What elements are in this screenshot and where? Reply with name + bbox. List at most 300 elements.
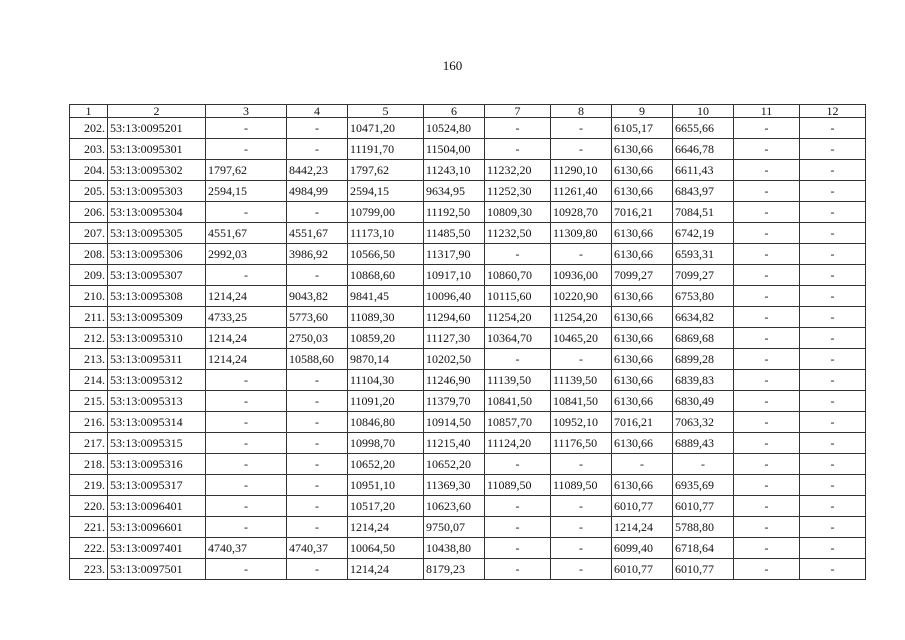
table-row bbox=[70, 181, 866, 202]
col-3-cell: - bbox=[206, 433, 287, 454]
table-row bbox=[70, 370, 866, 391]
col-4-cell: - bbox=[287, 265, 348, 286]
cadastral-number-cell: 53:13:0095317 bbox=[108, 475, 206, 496]
col-12-cell: - bbox=[800, 181, 866, 202]
col-9-cell: 6130,66 bbox=[612, 475, 673, 496]
table-row bbox=[70, 454, 866, 475]
col-7-cell: 11139,50 bbox=[485, 370, 551, 391]
col-10-cell: 6742,19 bbox=[673, 223, 734, 244]
col-3-cell: - bbox=[206, 559, 287, 580]
col-5-cell: 10471,20 bbox=[348, 118, 424, 139]
col-11-cell: - bbox=[734, 370, 800, 391]
col-12-cell: - bbox=[800, 307, 866, 328]
col-5-cell: 10846,80 bbox=[348, 412, 424, 433]
column-header: 5 bbox=[348, 105, 424, 118]
col-5-cell: 1797,62 bbox=[348, 160, 424, 181]
col-3-cell: - bbox=[206, 265, 287, 286]
col-5-cell: 10799,00 bbox=[348, 202, 424, 223]
row-number-cell: 221. bbox=[70, 517, 108, 538]
col-11-cell: - bbox=[734, 223, 800, 244]
col-12-cell: - bbox=[800, 328, 866, 349]
cadastral-number-cell: 53:13:0095306 bbox=[108, 244, 206, 265]
col-5-cell: 11173,10 bbox=[348, 223, 424, 244]
col-3-cell: 4733,25 bbox=[206, 307, 287, 328]
column-header: 7 bbox=[485, 105, 551, 118]
col-7-cell: - bbox=[485, 454, 551, 475]
col-5-cell: 10951,10 bbox=[348, 475, 424, 496]
col-6-cell: 10438,80 bbox=[424, 538, 485, 559]
col-9-cell: 6010,77 bbox=[612, 496, 673, 517]
col-5-cell: 10868,60 bbox=[348, 265, 424, 286]
row-number-cell: 210. bbox=[70, 286, 108, 307]
col-9-cell: 7099,27 bbox=[612, 265, 673, 286]
table-row bbox=[70, 496, 866, 517]
col-3-cell: - bbox=[206, 202, 287, 223]
cadastral-number-cell: 53:13:0097401 bbox=[108, 538, 206, 559]
cadastral-number-cell: 53:13:0095305 bbox=[108, 223, 206, 244]
cadastral-number-cell: 53:13:0095314 bbox=[108, 412, 206, 433]
col-8-cell: 10936,00 bbox=[551, 265, 612, 286]
col-9-cell: 6130,66 bbox=[612, 160, 673, 181]
col-8-cell: 11309,80 bbox=[551, 223, 612, 244]
col-7-cell: - bbox=[485, 139, 551, 160]
col-3-cell: - bbox=[206, 391, 287, 412]
col-4-cell: - bbox=[287, 139, 348, 160]
col-11-cell: - bbox=[734, 496, 800, 517]
col-11-cell: - bbox=[734, 118, 800, 139]
col-9-cell: 6130,66 bbox=[612, 391, 673, 412]
table-row bbox=[70, 391, 866, 412]
col-12-cell: - bbox=[800, 391, 866, 412]
col-9-cell: 6130,66 bbox=[612, 433, 673, 454]
col-7-cell: 10860,70 bbox=[485, 265, 551, 286]
row-number-cell: 208. bbox=[70, 244, 108, 265]
cadastral-number-cell: 53:13:0097501 bbox=[108, 559, 206, 580]
col-5-cell: 10566,50 bbox=[348, 244, 424, 265]
col-3-cell: 1214,24 bbox=[206, 328, 287, 349]
col-7-cell: 11089,50 bbox=[485, 475, 551, 496]
cadastral-number-cell: 53:13:0096401 bbox=[108, 496, 206, 517]
col-5-cell: 11089,30 bbox=[348, 307, 424, 328]
col-11-cell: - bbox=[734, 412, 800, 433]
col-11-cell: - bbox=[734, 160, 800, 181]
col-6-cell: 11192,50 bbox=[424, 202, 485, 223]
col-3-cell: - bbox=[206, 475, 287, 496]
col-12-cell: - bbox=[800, 433, 866, 454]
col-9-cell: 6130,66 bbox=[612, 181, 673, 202]
col-8-cell: - bbox=[551, 496, 612, 517]
col-3-cell: - bbox=[206, 370, 287, 391]
table-row bbox=[70, 307, 866, 328]
table-row bbox=[70, 517, 866, 538]
cadastral-number-cell: 53:13:0095304 bbox=[108, 202, 206, 223]
col-12-cell: - bbox=[800, 475, 866, 496]
column-header: 10 bbox=[673, 105, 734, 118]
cadastral-number-cell: 53:13:0095308 bbox=[108, 286, 206, 307]
col-10-cell: 6935,69 bbox=[673, 475, 734, 496]
col-9-cell: 6130,66 bbox=[612, 307, 673, 328]
col-3-cell: - bbox=[206, 496, 287, 517]
row-number-cell: 214. bbox=[70, 370, 108, 391]
cadastral-number-cell: 53:13:0095316 bbox=[108, 454, 206, 475]
col-8-cell: 11261,40 bbox=[551, 181, 612, 202]
col-8-cell: - bbox=[551, 118, 612, 139]
col-12-cell: - bbox=[800, 559, 866, 580]
cadastral-number-cell: 53:13:0095302 bbox=[108, 160, 206, 181]
cadastral-number-cell: 53:13:0095307 bbox=[108, 265, 206, 286]
col-10-cell: 6634,82 bbox=[673, 307, 734, 328]
col-3-cell: - bbox=[206, 517, 287, 538]
col-10-cell: 5788,80 bbox=[673, 517, 734, 538]
col-6-cell: 11246,90 bbox=[424, 370, 485, 391]
row-number-cell: 220. bbox=[70, 496, 108, 517]
table-row bbox=[70, 223, 866, 244]
col-7-cell: 10841,50 bbox=[485, 391, 551, 412]
col-5-cell: 11091,20 bbox=[348, 391, 424, 412]
table-header-row bbox=[70, 105, 866, 118]
column-header: 3 bbox=[206, 105, 287, 118]
col-10-cell: 7099,27 bbox=[673, 265, 734, 286]
col-8-cell: - bbox=[551, 454, 612, 475]
col-12-cell: - bbox=[800, 517, 866, 538]
col-3-cell: 2992,03 bbox=[206, 244, 287, 265]
col-10-cell: 6646,78 bbox=[673, 139, 734, 160]
col-8-cell: - bbox=[551, 139, 612, 160]
col-5-cell: 10517,20 bbox=[348, 496, 424, 517]
col-11-cell: - bbox=[734, 286, 800, 307]
col-7-cell: 11232,50 bbox=[485, 223, 551, 244]
col-3-cell: 2594,15 bbox=[206, 181, 287, 202]
col-12-cell: - bbox=[800, 223, 866, 244]
col-4-cell: - bbox=[287, 202, 348, 223]
col-9-cell: 6130,66 bbox=[612, 328, 673, 349]
col-9-cell: 6130,66 bbox=[612, 244, 673, 265]
col-8-cell: 10841,50 bbox=[551, 391, 612, 412]
col-12-cell: - bbox=[800, 286, 866, 307]
col-9-cell: 6010,77 bbox=[612, 559, 673, 580]
col-7-cell: 11252,30 bbox=[485, 181, 551, 202]
col-10-cell: 6010,77 bbox=[673, 496, 734, 517]
table-row bbox=[70, 160, 866, 181]
col-4-cell: - bbox=[287, 496, 348, 517]
col-12-cell: - bbox=[800, 244, 866, 265]
col-6-cell: 11294,60 bbox=[424, 307, 485, 328]
table-row bbox=[70, 412, 866, 433]
col-10-cell: 6718,64 bbox=[673, 538, 734, 559]
col-4-cell: - bbox=[287, 475, 348, 496]
col-11-cell: - bbox=[734, 328, 800, 349]
col-5-cell: 11191,70 bbox=[348, 139, 424, 160]
col-10-cell: 6611,43 bbox=[673, 160, 734, 181]
col-4-cell: - bbox=[287, 391, 348, 412]
col-8-cell: 10465,20 bbox=[551, 328, 612, 349]
col-10-cell: 6753,80 bbox=[673, 286, 734, 307]
col-4-cell: 4551,67 bbox=[287, 223, 348, 244]
col-4-cell: 8442,23 bbox=[287, 160, 348, 181]
col-7-cell: - bbox=[485, 517, 551, 538]
cadastral-number-cell: 53:13:0096601 bbox=[108, 517, 206, 538]
col-9-cell: 6130,66 bbox=[612, 139, 673, 160]
col-10-cell: - bbox=[673, 454, 734, 475]
col-5-cell: 10064,50 bbox=[348, 538, 424, 559]
col-7-cell: 11124,20 bbox=[485, 433, 551, 454]
col-9-cell: 7016,21 bbox=[612, 202, 673, 223]
col-4-cell: 5773,60 bbox=[287, 307, 348, 328]
col-5-cell: 10859,20 bbox=[348, 328, 424, 349]
col-8-cell: 10928,70 bbox=[551, 202, 612, 223]
col-5-cell: 2594,15 bbox=[348, 181, 424, 202]
row-number-cell: 213. bbox=[70, 349, 108, 370]
col-5-cell: 11104,30 bbox=[348, 370, 424, 391]
cadastral-number-cell: 53:13:0095201 bbox=[108, 118, 206, 139]
col-6-cell: 10652,20 bbox=[424, 454, 485, 475]
table-row bbox=[70, 328, 866, 349]
col-10-cell: 6843,97 bbox=[673, 181, 734, 202]
col-4-cell: - bbox=[287, 370, 348, 391]
data-table bbox=[69, 104, 866, 580]
row-number-cell: 218. bbox=[70, 454, 108, 475]
cadastral-number-cell: 53:13:0095313 bbox=[108, 391, 206, 412]
col-11-cell: - bbox=[734, 265, 800, 286]
col-3-cell: - bbox=[206, 412, 287, 433]
col-12-cell: - bbox=[800, 139, 866, 160]
col-12-cell: - bbox=[800, 538, 866, 559]
col-9-cell: 7016,21 bbox=[612, 412, 673, 433]
col-10-cell: 6010,77 bbox=[673, 559, 734, 580]
column-header: 8 bbox=[551, 105, 612, 118]
row-number-cell: 206. bbox=[70, 202, 108, 223]
col-10-cell: 6655,66 bbox=[673, 118, 734, 139]
col-8-cell: - bbox=[551, 244, 612, 265]
col-7-cell: - bbox=[485, 349, 551, 370]
col-11-cell: - bbox=[734, 559, 800, 580]
cadastral-number-cell: 53:13:0095303 bbox=[108, 181, 206, 202]
col-12-cell: - bbox=[800, 118, 866, 139]
row-number-cell: 215. bbox=[70, 391, 108, 412]
row-number-cell: 207. bbox=[70, 223, 108, 244]
col-5-cell: 1214,24 bbox=[348, 559, 424, 580]
col-6-cell: 11127,30 bbox=[424, 328, 485, 349]
col-12-cell: - bbox=[800, 265, 866, 286]
table-row bbox=[70, 433, 866, 454]
col-9-cell: 1214,24 bbox=[612, 517, 673, 538]
col-4-cell: 9043,82 bbox=[287, 286, 348, 307]
table-row bbox=[70, 244, 866, 265]
col-8-cell: 11139,50 bbox=[551, 370, 612, 391]
col-8-cell: 11089,50 bbox=[551, 475, 612, 496]
col-7-cell: - bbox=[485, 538, 551, 559]
row-number-cell: 219. bbox=[70, 475, 108, 496]
col-3-cell: - bbox=[206, 139, 287, 160]
col-6-cell: 11504,00 bbox=[424, 139, 485, 160]
col-4-cell: 10588,60 bbox=[287, 349, 348, 370]
col-3-cell: - bbox=[206, 118, 287, 139]
col-7-cell: 10364,70 bbox=[485, 328, 551, 349]
column-header: 6 bbox=[424, 105, 485, 118]
row-number-cell: 204. bbox=[70, 160, 108, 181]
col-3-cell: - bbox=[206, 454, 287, 475]
col-10-cell: 6593,31 bbox=[673, 244, 734, 265]
col-7-cell: 10115,60 bbox=[485, 286, 551, 307]
col-9-cell: 6105,17 bbox=[612, 118, 673, 139]
cadastral-number-cell: 53:13:0095312 bbox=[108, 370, 206, 391]
column-header: 12 bbox=[800, 105, 866, 118]
col-11-cell: - bbox=[734, 517, 800, 538]
table-row bbox=[70, 265, 866, 286]
col-6-cell: 11215,40 bbox=[424, 433, 485, 454]
col-3-cell: 1214,24 bbox=[206, 286, 287, 307]
col-6-cell: 9634,95 bbox=[424, 181, 485, 202]
col-4-cell: 4984,99 bbox=[287, 181, 348, 202]
col-4-cell: - bbox=[287, 118, 348, 139]
row-number-cell: 209. bbox=[70, 265, 108, 286]
col-8-cell: 10952,10 bbox=[551, 412, 612, 433]
col-8-cell: - bbox=[551, 559, 612, 580]
row-number-cell: 217. bbox=[70, 433, 108, 454]
col-9-cell: 6130,66 bbox=[612, 286, 673, 307]
col-5-cell: 1214,24 bbox=[348, 517, 424, 538]
col-6-cell: 10623,60 bbox=[424, 496, 485, 517]
table-row bbox=[70, 559, 866, 580]
col-3-cell: 1797,62 bbox=[206, 160, 287, 181]
row-number-cell: 211. bbox=[70, 307, 108, 328]
row-number-cell: 202. bbox=[70, 118, 108, 139]
column-header: 4 bbox=[287, 105, 348, 118]
col-10-cell: 6869,68 bbox=[673, 328, 734, 349]
row-number-cell: 222. bbox=[70, 538, 108, 559]
col-11-cell: - bbox=[734, 454, 800, 475]
col-11-cell: - bbox=[734, 349, 800, 370]
col-6-cell: 10524,80 bbox=[424, 118, 485, 139]
col-10-cell: 7063,32 bbox=[673, 412, 734, 433]
col-6-cell: 11379,70 bbox=[424, 391, 485, 412]
col-6-cell: 11317,90 bbox=[424, 244, 485, 265]
col-11-cell: - bbox=[734, 202, 800, 223]
col-5-cell: 10998,70 bbox=[348, 433, 424, 454]
table-row bbox=[70, 538, 866, 559]
col-7-cell: - bbox=[485, 496, 551, 517]
col-7-cell: 10809,30 bbox=[485, 202, 551, 223]
col-4-cell: - bbox=[287, 517, 348, 538]
col-12-cell: - bbox=[800, 412, 866, 433]
col-12-cell: - bbox=[800, 160, 866, 181]
column-header: 1 bbox=[70, 105, 108, 118]
row-number-cell: 216. bbox=[70, 412, 108, 433]
column-header: 2 bbox=[108, 105, 206, 118]
col-10-cell: 7084,51 bbox=[673, 202, 734, 223]
col-4-cell: 4740,37 bbox=[287, 538, 348, 559]
col-5-cell: 10652,20 bbox=[348, 454, 424, 475]
col-11-cell: - bbox=[734, 538, 800, 559]
col-7-cell: - bbox=[485, 118, 551, 139]
col-7-cell: 10857,70 bbox=[485, 412, 551, 433]
col-8-cell: 10220,90 bbox=[551, 286, 612, 307]
row-number-cell: 223. bbox=[70, 559, 108, 580]
table-body bbox=[70, 105, 866, 580]
col-8-cell: 11176,50 bbox=[551, 433, 612, 454]
row-number-cell: 205. bbox=[70, 181, 108, 202]
col-11-cell: - bbox=[734, 181, 800, 202]
column-header: 11 bbox=[734, 105, 800, 118]
col-11-cell: - bbox=[734, 475, 800, 496]
page-number: 160 bbox=[442, 58, 463, 73]
cadastral-number-cell: 53:13:0095310 bbox=[108, 328, 206, 349]
col-6-cell: 11369,30 bbox=[424, 475, 485, 496]
col-12-cell: - bbox=[800, 349, 866, 370]
col-4-cell: - bbox=[287, 433, 348, 454]
col-9-cell: 6130,66 bbox=[612, 370, 673, 391]
col-4-cell: - bbox=[287, 559, 348, 580]
col-11-cell: - bbox=[734, 244, 800, 265]
col-12-cell: - bbox=[800, 370, 866, 391]
col-7-cell: 11232,20 bbox=[485, 160, 551, 181]
col-6-cell: 8179,23 bbox=[424, 559, 485, 580]
col-6-cell: 11485,50 bbox=[424, 223, 485, 244]
row-number-cell: 212. bbox=[70, 328, 108, 349]
col-4-cell: - bbox=[287, 412, 348, 433]
table-row bbox=[70, 349, 866, 370]
col-5-cell: 9841,45 bbox=[348, 286, 424, 307]
col-6-cell: 10914,50 bbox=[424, 412, 485, 433]
table-row bbox=[70, 286, 866, 307]
col-3-cell: 1214,24 bbox=[206, 349, 287, 370]
col-11-cell: - bbox=[734, 307, 800, 328]
col-3-cell: 4740,37 bbox=[206, 538, 287, 559]
table-row bbox=[70, 118, 866, 139]
col-10-cell: 6839,83 bbox=[673, 370, 734, 391]
col-8-cell: 11254,20 bbox=[551, 307, 612, 328]
cadastral-number-cell: 53:13:0095301 bbox=[108, 139, 206, 160]
table-row bbox=[70, 139, 866, 160]
col-8-cell: - bbox=[551, 517, 612, 538]
col-12-cell: - bbox=[800, 202, 866, 223]
row-number-cell: 203. bbox=[70, 139, 108, 160]
col-4-cell: - bbox=[287, 454, 348, 475]
col-9-cell: - bbox=[612, 454, 673, 475]
table-row bbox=[70, 202, 866, 223]
col-10-cell: 6899,28 bbox=[673, 349, 734, 370]
col-12-cell: - bbox=[800, 496, 866, 517]
col-11-cell: - bbox=[734, 391, 800, 412]
col-4-cell: 3986,92 bbox=[287, 244, 348, 265]
col-6-cell: 10202,50 bbox=[424, 349, 485, 370]
col-9-cell: 6130,66 bbox=[612, 223, 673, 244]
col-8-cell: - bbox=[551, 538, 612, 559]
col-9-cell: 6130,66 bbox=[612, 349, 673, 370]
col-12-cell: - bbox=[800, 454, 866, 475]
col-8-cell: - bbox=[551, 349, 612, 370]
cadastral-number-cell: 53:13:0095309 bbox=[108, 307, 206, 328]
col-10-cell: 6889,43 bbox=[673, 433, 734, 454]
col-7-cell: - bbox=[485, 559, 551, 580]
table-row bbox=[70, 475, 866, 496]
col-11-cell: - bbox=[734, 433, 800, 454]
col-7-cell: - bbox=[485, 244, 551, 265]
col-7-cell: 11254,20 bbox=[485, 307, 551, 328]
col-3-cell: 4551,67 bbox=[206, 223, 287, 244]
col-11-cell: - bbox=[734, 139, 800, 160]
column-header: 9 bbox=[612, 105, 673, 118]
col-6-cell: 10917,10 bbox=[424, 265, 485, 286]
col-6-cell: 9750,07 bbox=[424, 517, 485, 538]
col-5-cell: 9870,14 bbox=[348, 349, 424, 370]
col-10-cell: 6830,49 bbox=[673, 391, 734, 412]
col-9-cell: 6099,40 bbox=[612, 538, 673, 559]
col-8-cell: 11290,10 bbox=[551, 160, 612, 181]
col-6-cell: 11243,10 bbox=[424, 160, 485, 181]
cadastral-number-cell: 53:13:0095311 bbox=[108, 349, 206, 370]
col-6-cell: 10096,40 bbox=[424, 286, 485, 307]
